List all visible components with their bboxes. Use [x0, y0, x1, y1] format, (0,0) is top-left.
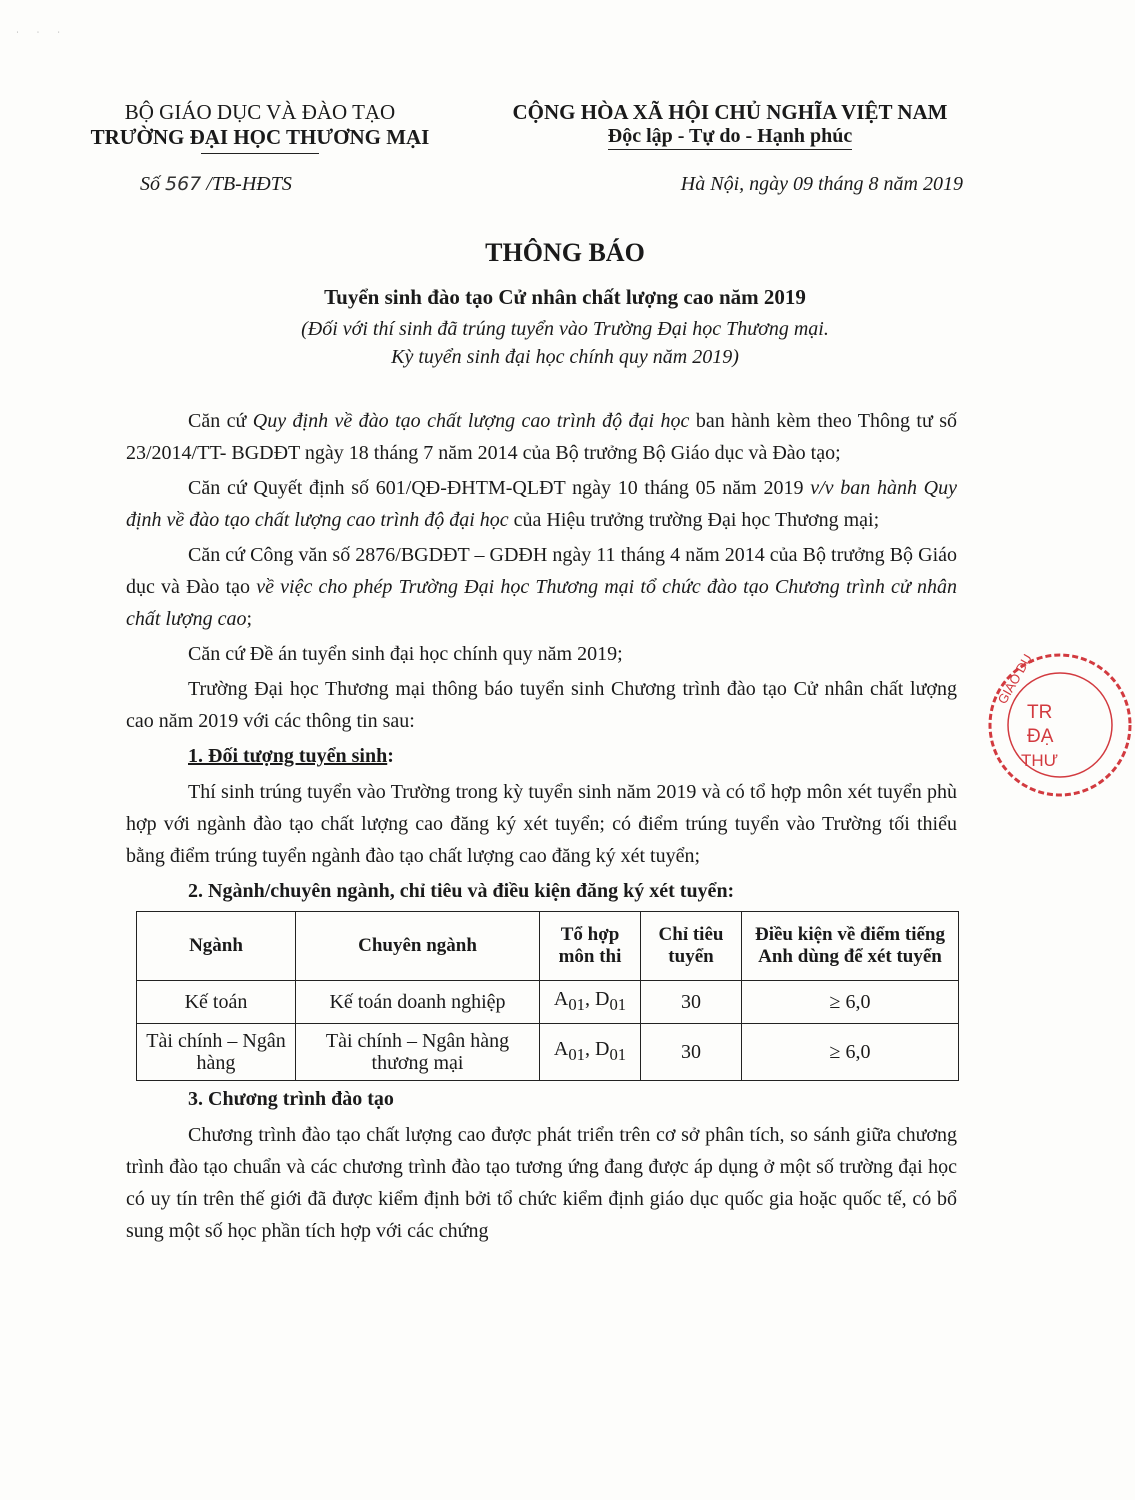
cell-english: ≥ 6,0 — [742, 981, 959, 1024]
paragraph-legal-basis-3: Căn cứ Công văn số 2876/BGDĐT – GDĐH ngày 11 tháng 4 năm 2014 của Bộ trưởng Bộ Giáo dục và Đào tạo về việc cho phép Trường Đại học Thương mại tổ chức đào tạo Chương trình cử nhân chất lượng cao; — [126, 544, 957, 630]
seal-text: TR — [1027, 702, 1053, 723]
cell-combination: $A_{01}$, $D_{01}$ — [540, 981, 641, 1024]
official-seal — [985, 650, 1135, 800]
number-prefix: Số — [140, 173, 165, 195]
republic-name: CỘNG HÒA XÃ HỘI CHỦ NGHĨA VIỆT NAM — [512, 100, 948, 124]
subnote-line: Kỳ tuyển sinh đại học chính quy năm 2019) — [391, 346, 739, 368]
document-number — [140, 173, 292, 196]
column-header: Chuyên ngành — [296, 912, 540, 981]
university-name: TRƯỜNG ĐẠI HỌC THƯƠNG MẠI — [90, 125, 430, 149]
seal-text: THƯ — [1021, 751, 1059, 770]
subnote-line: (Đối với thí sinh đã trúng tuyển vào Trường Đại học Thương mại. — [301, 318, 829, 340]
ministry-name: BỘ GIÁO DỤC VÀ ĐÀO TẠO — [124, 100, 396, 124]
document-body — [126, 405, 957, 1250]
number-suffix: /TB-HĐTS — [201, 173, 292, 195]
national-header — [480, 100, 980, 150]
document-subtitle: Tuyển sinh đào tạo Cử nhân chất lượng cao năm 2019 — [324, 285, 806, 309]
handwritten-number: 567 — [165, 173, 202, 195]
cell-specialization: Kế toán doanh nghiệp — [296, 981, 540, 1024]
cell-major: Tài chính – Ngân hàng — [137, 1024, 296, 1081]
cell-quota: 30 — [641, 981, 742, 1024]
paragraph-eligibility: Thí sinh trúng tuyển vào Trường trong kỳ tuyển sinh năm 2019 và có tổ hợp môn xét tuyển phù hợp với ngành đào tạo chất lượng cao đăng ký xét tuyển; có điểm trúng tuyển vào Trường tối thiểu bằng điểm trúng tuyển ngành đào tạo chất lượng cao đăng ký xét tuyển; — [126, 781, 957, 867]
column-header: Chỉ tiêu tuyển — [641, 912, 742, 981]
paragraph-program: Chương trình đào tạo chất lượng cao được phát triển trên cơ sở phân tích, so sánh giữa chương trình đào tạo chuẩn và các chương trình đào tạo tương ứng đang được áp dụng ở một số trường đại học có uy tín trên thế giới đã được kiểm định bởi tổ chức kiểm định giáo dục quốc gia hoặc quốc tế, có bổ sung một số học phần tích hợp với các chứng — [126, 1124, 957, 1242]
seal-ring-text: GIÁO DỤ — [994, 651, 1036, 707]
table-row — [137, 981, 959, 1024]
scan-artifact: ˙ ˙ ˙ — [16, 30, 68, 39]
cell-combination: $A_{01}$, $D_{01}$ — [540, 1024, 641, 1081]
cell-quota: 30 — [641, 1024, 742, 1081]
cell-specialization: Tài chính – Ngân hàng thương mại — [296, 1024, 540, 1081]
cell-english: ≥ 6,0 — [742, 1024, 959, 1081]
issuer-header — [60, 100, 460, 154]
section-heading: 3. Chương trình đào tạo — [188, 1088, 394, 1110]
section-heading: 2. Ngành/chuyên ngành, chỉ tiêu và điều kiện đăng ký xét tuyển: — [188, 880, 735, 902]
document-title: THÔNG BÁO — [485, 238, 645, 267]
section-heading: 1. Đối tượng tuyển sinh: — [188, 745, 394, 767]
column-header: Tổ hợp môn thi — [540, 912, 641, 981]
paragraph-legal-basis-2: Căn cứ Quyết định số 601/QĐ-ĐHTM-QLĐT ngày 10 tháng 05 năm 2019 v/v ban hành Quy định về đào tạo chất lượng cao trình độ đại học của Hiệu trưởng trường Đại học Thương mại; — [126, 477, 957, 531]
seal-text: ĐẠ — [1027, 726, 1054, 747]
column-header: Điều kiện về điểm tiếng Anh dùng để xét tuyển — [742, 912, 959, 981]
table-header-row — [137, 912, 959, 981]
paragraph-legal-basis-4: Căn cứ Đề án tuyển sinh đại học chính quy năm 2019; — [188, 643, 623, 665]
document-date: Hà Nội, ngày 09 tháng 8 năm 2019 — [680, 173, 963, 195]
header-divider — [201, 153, 319, 154]
column-header: Ngành — [137, 912, 296, 981]
national-motto: Độc lập - Tự do - Hạnh phúc — [608, 125, 852, 150]
cell-major: Kế toán — [137, 981, 296, 1024]
document-subnote — [0, 315, 1130, 371]
table-row — [137, 1024, 959, 1081]
paragraph-legal-basis-1: Căn cứ Quy định về đào tạo chất lượng cao trình độ đại học ban hành kèm theo Thông tư số 23/2014/TT- BGDĐT ngày 18 tháng 7 năm 2014 của Bộ trưởng Bộ Giáo dục và Đào tạo; — [126, 410, 957, 464]
paragraph-announcement: Trường Đại học Thương mại thông báo tuyển sinh Chương trình đào tạo Cử nhân chất lượng cao năm 2019 với các thông tin sau: — [126, 678, 957, 732]
admission-table — [136, 911, 959, 1081]
